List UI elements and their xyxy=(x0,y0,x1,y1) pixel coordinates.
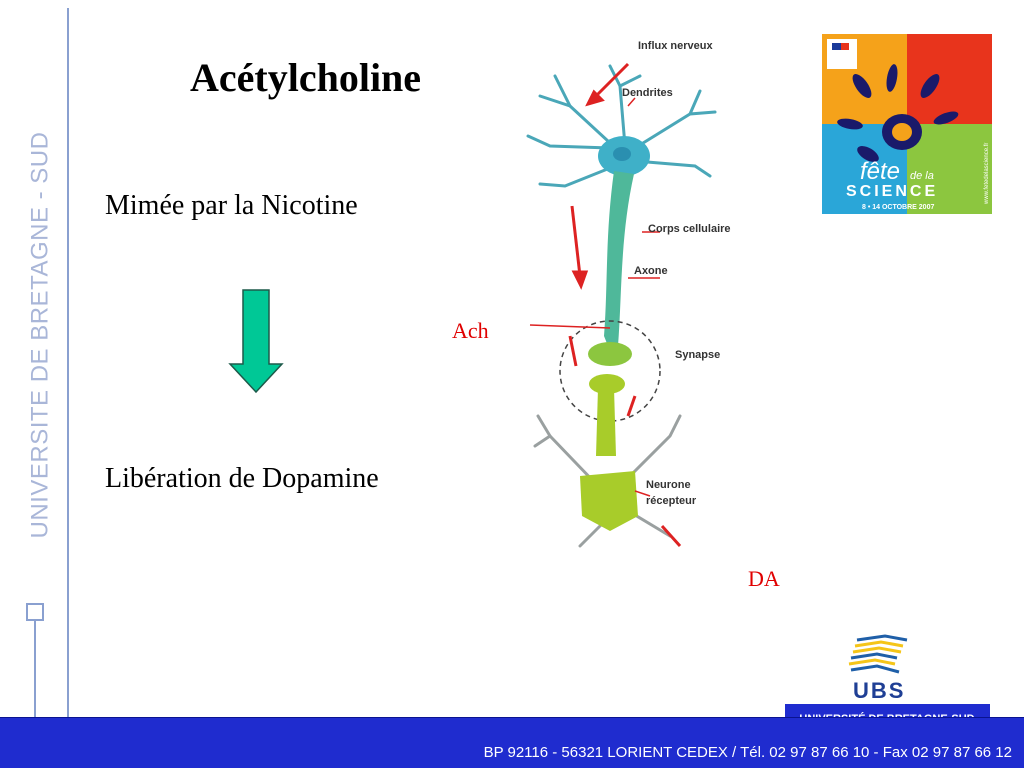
label-neurone: Neurone xyxy=(646,479,691,491)
slide-title: Acétylcholine xyxy=(190,55,422,100)
label-da: DA xyxy=(748,566,780,591)
label-influx: Influx nerveux xyxy=(638,40,713,52)
text-dopamine: Libération de Dopamine xyxy=(105,463,379,494)
url-text: www.fetedelascience.fr xyxy=(984,142,990,204)
label-synapse: Synapse xyxy=(675,349,721,361)
text-nicotine: Mimée par la Nicotine xyxy=(105,190,358,221)
arrow-shape xyxy=(230,290,282,392)
ubs-acronym: UBS xyxy=(853,678,906,703)
down-arrow-icon xyxy=(228,288,284,394)
university-vertical-label: UNIVERSITE DE BRETAGNE - SUD xyxy=(26,131,54,539)
axon-terminal xyxy=(588,342,632,366)
ubs-emblem-icon xyxy=(849,636,907,672)
label-dendrites: Dendrites xyxy=(622,87,673,99)
dates-text: 8 • 14 OCTOBRE 2007 xyxy=(862,204,935,211)
sidebar-vertical-text xyxy=(14,100,66,570)
footer-address: BP 92116 - 56321 LORIENT CEDEX / Tél. 02 97 87 66 10 - Fax 02 97 87 66 12 xyxy=(483,744,1012,761)
label-corps: Corps cellulaire xyxy=(648,223,731,235)
decor-square xyxy=(26,603,44,621)
science-text: SCIENCE xyxy=(846,183,939,200)
label-ach: Ach xyxy=(452,318,489,343)
fete-text: fête xyxy=(860,158,901,185)
dela-text: de la xyxy=(910,170,934,182)
fete-science-logo xyxy=(822,34,992,214)
sidebar-divider xyxy=(67,8,69,720)
neuron-diagram xyxy=(510,36,740,548)
label-axone: Axone xyxy=(634,265,668,277)
label-recepteur: récepteur xyxy=(646,495,697,507)
